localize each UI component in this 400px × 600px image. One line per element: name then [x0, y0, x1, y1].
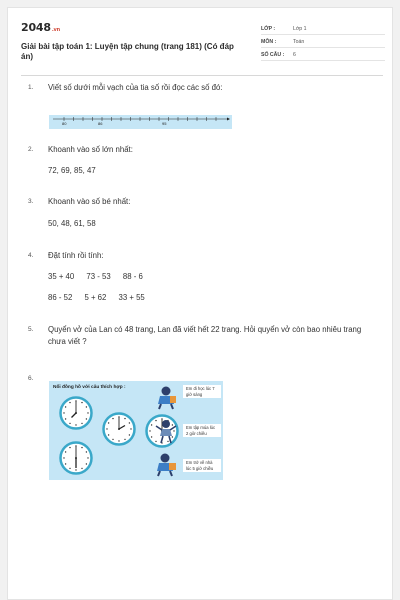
child-dancing-icon — [153, 418, 179, 444]
calc-item: 5 + 62 — [84, 293, 107, 302]
number-line — [49, 115, 232, 129]
child-walking-icon — [153, 384, 179, 410]
clock-hour-mark — [124, 439, 125, 440]
activity-card: Em tập múa lúc 2 giờ chiều — [183, 424, 221, 437]
question-text: Đặt tính rồi tính: — [48, 251, 104, 260]
header-divider — [21, 75, 383, 76]
clock-hour-mark — [112, 439, 113, 440]
calc-item: 73 - 53 — [86, 272, 111, 281]
clock-hour-mark — [65, 451, 66, 452]
clock-hour-mark — [129, 422, 130, 423]
clock-hour-mark — [87, 457, 88, 458]
question-text: Quyển vở của Lan có 48 trang, Lan đã viết hết 22 trang. Hỏi quyển vở còn bao nhiêu trang chưa viết ? — [48, 325, 362, 346]
clock-hour-mark — [149, 430, 150, 431]
document-title: Giải bài tập toán 1: Luyện tập chung (trang 181) (Có đáp án) — [21, 42, 234, 61]
meta-count-label: SỐ CÂU : — [261, 52, 285, 58]
site-logo[interactable]: 2048.vn — [21, 21, 60, 34]
meta-subject-value: Toán — [293, 39, 305, 45]
clock-hour-mark — [108, 434, 109, 435]
meta-class — [261, 24, 385, 35]
clock-hour-mark — [87, 412, 88, 413]
calc-item: 86 - 52 — [48, 293, 73, 302]
meta-count — [261, 50, 385, 61]
clock-hour-mark — [129, 434, 130, 435]
activity-card: Em trở về nhà lúc 5 giờ chiều — [183, 459, 221, 472]
clock-hour-mark — [86, 418, 87, 419]
number-line-label: 95 — [162, 121, 167, 126]
question-number: 2. — [28, 146, 34, 153]
clock-hour-mark — [108, 422, 109, 423]
question-text: Viết số dưới mỗi vạch của tia số rồi đọc các số đó: — [48, 83, 223, 92]
clock-hour-mark — [75, 469, 76, 470]
meta-subject — [261, 37, 385, 48]
clock-hour-mark — [65, 463, 66, 464]
question-number: 5. — [28, 326, 34, 333]
clock-hour-mark — [63, 412, 64, 413]
number-line-label: 80 — [62, 121, 67, 126]
calc-row — [48, 293, 155, 302]
meta-subject-label: MÔN : — [261, 39, 277, 45]
clock-hour-mark — [69, 468, 70, 469]
clock-hour-mark — [118, 416, 119, 417]
matching-title: Nối đồng hồ với câu thích hợp : — [53, 385, 126, 390]
calc-row — [48, 272, 153, 281]
question-values: 72, 69, 85, 47 — [48, 166, 96, 175]
clock-matching-image — [49, 381, 223, 480]
clock-hour-mark — [86, 406, 87, 407]
calc-item: 35 + 40 — [48, 272, 75, 281]
activity-card: Em đi học lúc 7 giờ sáng — [183, 385, 221, 398]
calc-item: 88 - 6 — [122, 272, 143, 281]
question-number: 1. — [28, 84, 34, 91]
meta-count-value: 6 — [293, 52, 296, 58]
clock-hour-mark — [75, 400, 76, 401]
clock-hour-mark — [75, 424, 76, 425]
document-page — [7, 7, 393, 600]
question-text: Khoanh vào số bé nhất: — [48, 197, 131, 206]
clock-hour-mark — [118, 440, 119, 441]
clock-hour-mark — [65, 406, 66, 407]
question-number: 6. — [28, 375, 34, 382]
question-text: Khoanh vào số lớn nhất: — [48, 145, 133, 154]
clock-icon — [59, 396, 93, 430]
clock-hour-mark — [75, 445, 76, 446]
clock-hour-mark — [112, 418, 113, 419]
clock-hour-mark — [65, 418, 66, 419]
clock-hour-mark — [86, 463, 87, 464]
calc-item: 33 + 55 — [118, 293, 145, 302]
clock-icon — [102, 412, 136, 446]
clock-icon — [59, 441, 93, 475]
clock-hour-mark — [81, 447, 82, 448]
clock-hour-mark — [130, 428, 131, 429]
clock-hour-mark — [69, 423, 70, 424]
clock-hour-mark — [81, 423, 82, 424]
number-line-label: 86 — [98, 121, 103, 126]
clock-hour-mark — [106, 428, 107, 429]
question-number: 3. — [28, 198, 34, 205]
question-number: 4. — [28, 252, 34, 259]
clock-hour-mark — [86, 451, 87, 452]
clock-hour-mark — [69, 447, 70, 448]
clock-hour-mark — [81, 402, 82, 403]
meta-class-label: LỚP : — [261, 26, 276, 32]
meta-class-value: Lớp 1 — [293, 26, 307, 32]
child-going-home-icon — [153, 451, 179, 477]
clock-hour-mark — [124, 418, 125, 419]
clock-hour-mark — [63, 457, 64, 458]
clock-hour-mark — [69, 402, 70, 403]
clock-hour-mark — [81, 468, 82, 469]
number-line-image — [49, 115, 232, 129]
question-values: 50, 48, 61, 58 — [48, 219, 96, 228]
